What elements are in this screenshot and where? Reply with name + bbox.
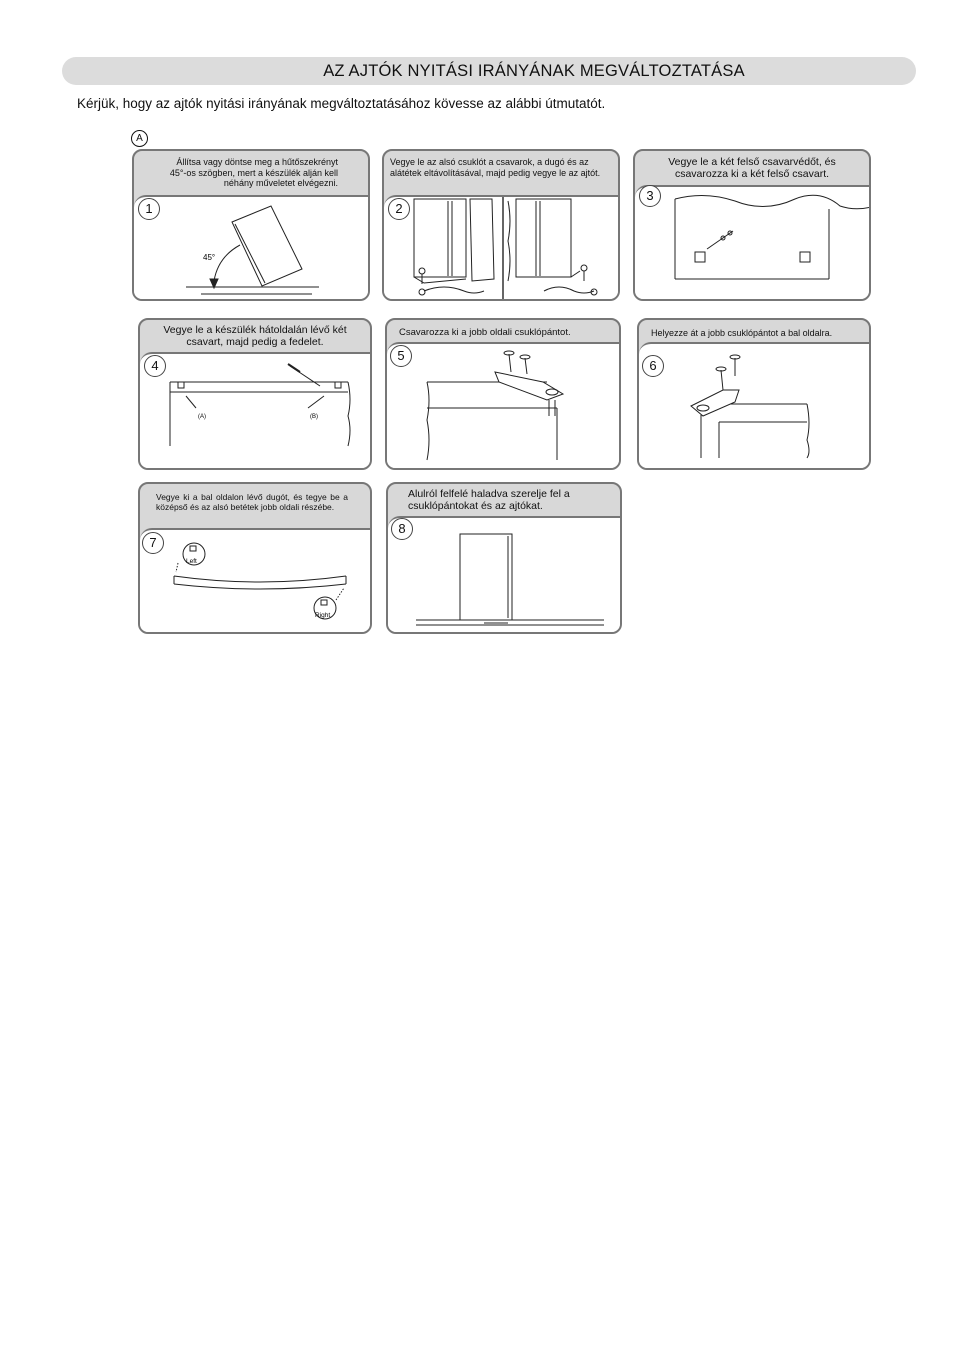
step-panel-4: [138, 318, 372, 470]
step-6-caption: Helyezze át a jobb csuklópántot a bal oldalra.: [651, 328, 833, 338]
step-8-illustration: [388, 484, 622, 634]
step-panel-3: [633, 149, 871, 301]
step-1-number: 1: [138, 198, 160, 220]
step-4-number: 4: [144, 355, 166, 377]
step-8-number: 8: [391, 518, 413, 540]
step-panel-2: [382, 149, 620, 301]
step-2-caption: Vegye le az alsó csuklót a csavarok, a dugó és az alátétek eltávolításával, majd pedig vegye le az ajtót.: [390, 157, 601, 178]
step-7-illustration: [140, 484, 372, 634]
step-2-number: 2: [388, 198, 410, 220]
step-7-number: 7: [142, 532, 164, 554]
label-right: Right: [315, 612, 331, 619]
step-4-caption: Vegye le a készülék hátoldalán lévő két csavart, majd pedig a fedelet.: [163, 324, 347, 348]
label-a: (A): [198, 414, 206, 420]
step-2-illustration: [384, 151, 620, 301]
page-title-bar: [62, 57, 916, 85]
step-4-illustration: [140, 320, 372, 470]
step-panel-1: [132, 149, 370, 301]
step-5-caption: Csavarozza ki a jobb oldali csuklópántot.: [399, 327, 571, 338]
section-marker: A: [131, 130, 148, 147]
step-8-caption: Alulról felfelé haladva szerelje fel a csuklópántokat és az ajtókat.: [408, 488, 570, 512]
label-b: (B): [310, 414, 318, 420]
step-1-caption: Állítsa vagy döntse meg a hűtőszekrényt 45°-os szögben, mert a készülék alján kell néhány műveletet elvégezni.: [169, 157, 338, 188]
step-3-illustration: [635, 151, 871, 301]
step-6-number: 6: [642, 355, 664, 377]
step-panel-6: [637, 318, 871, 470]
step-5-illustration: [387, 320, 621, 470]
step-1-illustration: [134, 151, 370, 301]
step-panel-8: [386, 482, 622, 634]
angle-label: 45°: [203, 253, 216, 262]
label-left: Left: [186, 558, 197, 565]
intro-text: Kérjük, hogy az ajtók nyitási irányának megváltoztatásához kövesse az alábbi útmutatót.: [77, 96, 606, 111]
step-panel-5: [385, 318, 621, 470]
step-3-number: 3: [639, 185, 661, 207]
step-3-caption: Vegye le a két felső csavarvédőt, és csavarozza ki a két felső csavart.: [668, 156, 836, 180]
step-5-number: 5: [390, 345, 412, 367]
step-panel-7: [138, 482, 372, 634]
page-title: AZ AJTÓK NYITÁSI IRÁNYÁNAK MEGVÁLTOZTATÁSA: [323, 61, 745, 80]
step-7-caption: Vegye ki a bal oldalon lévő dugót, és tegye be a középső és az alsó betétek jobb oldali részébe.: [156, 492, 348, 512]
step-6-illustration: [639, 320, 871, 470]
